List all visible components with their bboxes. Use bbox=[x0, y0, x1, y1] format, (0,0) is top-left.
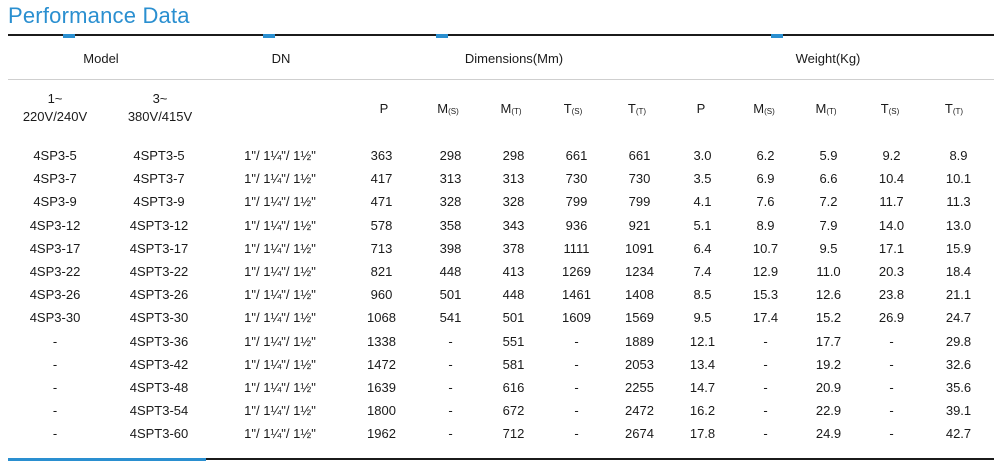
cell-dim-ts: 1609 bbox=[562, 310, 591, 326]
cell-model-1phase: 4SP3-12 bbox=[29, 217, 81, 233]
cell-model-3phase: 4SPT3-60 bbox=[129, 426, 189, 442]
cell-dim-ms: 328 bbox=[439, 194, 462, 210]
cell-wt-ms: 15.3 bbox=[752, 287, 779, 303]
cell-dn: 1"/ 1¼"/ 1½" bbox=[244, 264, 316, 280]
cell-wt-ms: 6.9 bbox=[756, 171, 775, 187]
table-row bbox=[8, 167, 994, 190]
cell-dim-ms: 501 bbox=[439, 287, 462, 303]
cell-dim-p: 363 bbox=[370, 148, 393, 164]
cell-wt-ts: 23.8 bbox=[878, 287, 905, 303]
cell-wt-p: 5.1 bbox=[693, 217, 712, 233]
top-rule bbox=[8, 34, 994, 36]
cell-model-1phase: - bbox=[52, 426, 58, 442]
cell-wt-ms: 12.9 bbox=[752, 264, 779, 280]
cell-wt-tt: 39.1 bbox=[945, 403, 972, 419]
cell-dim-ts: - bbox=[574, 333, 579, 349]
cell-dim-mt: 328 bbox=[502, 194, 525, 210]
cell-wt-ts: - bbox=[889, 379, 894, 395]
header-wt-mt: $M_{(T)}$ bbox=[815, 101, 837, 116]
header-wt-p: P bbox=[696, 101, 706, 116]
cell-dim-mt: 581 bbox=[502, 356, 525, 372]
table-row bbox=[8, 422, 994, 445]
cell-wt-p: 8.5 bbox=[693, 287, 712, 303]
cell-model-3phase: 4SPT3-22 bbox=[129, 264, 189, 280]
cell-dim-tt: 1889 bbox=[625, 333, 654, 349]
cell-dim-ts: 799 bbox=[565, 194, 588, 210]
header-single-phase-top: 1~ bbox=[47, 91, 63, 106]
cell-wt-mt: 5.9 bbox=[819, 148, 838, 164]
cell-dn: 1"/ 1¼"/ 1½" bbox=[244, 171, 316, 187]
cell-dim-mt: 378 bbox=[502, 240, 525, 256]
cell-wt-ms: 6.2 bbox=[756, 148, 775, 164]
cell-wt-p: 9.5 bbox=[693, 310, 712, 326]
cell-model-3phase: 4SPT3-30 bbox=[129, 310, 189, 326]
cell-wt-tt: 11.3 bbox=[946, 194, 971, 210]
header-single-phase bbox=[23, 90, 87, 126]
cell-model-1phase: - bbox=[52, 403, 58, 419]
cell-dn: 1"/ 1¼"/ 1½" bbox=[244, 310, 316, 326]
cell-dim-ts: 1461 bbox=[562, 287, 591, 303]
cell-dim-p: 1639 bbox=[367, 379, 396, 395]
cell-wt-ms: - bbox=[763, 426, 768, 442]
cell-dim-mt: 712 bbox=[502, 426, 525, 442]
cell-dim-ms: - bbox=[448, 403, 453, 419]
cell-dn: 1"/ 1¼"/ 1½" bbox=[244, 333, 316, 349]
cell-dim-p: 417 bbox=[370, 171, 393, 187]
cell-wt-ms: 8.9 bbox=[756, 217, 775, 233]
table-body bbox=[8, 144, 994, 445]
cell-dim-p: 1962 bbox=[367, 426, 396, 442]
cell-model-3phase: 4SPT3-26 bbox=[129, 287, 189, 303]
cell-dim-ms: - bbox=[448, 356, 453, 372]
cell-wt-mt: 19.2 bbox=[815, 356, 842, 372]
cell-dim-tt: 1091 bbox=[625, 240, 654, 256]
cell-model-3phase: 4SPT3-17 bbox=[129, 240, 189, 256]
cell-model-1phase: - bbox=[52, 379, 58, 395]
cell-wt-ts: - bbox=[889, 403, 894, 419]
cell-dim-mt: 298 bbox=[502, 148, 525, 164]
header-model: Model bbox=[83, 51, 119, 66]
table-row bbox=[8, 214, 994, 237]
cell-dn: 1"/ 1¼"/ 1½" bbox=[244, 403, 316, 419]
cell-model-3phase: 4SPT3-9 bbox=[133, 194, 185, 210]
cell-model-1phase: 4SP3-5 bbox=[33, 148, 77, 164]
cell-dim-ms: 541 bbox=[439, 310, 462, 326]
cell-dim-mt: 501 bbox=[502, 310, 525, 326]
cell-dim-ts: - bbox=[574, 356, 579, 372]
header-wt-ms: $M_{(S)}$ bbox=[753, 101, 775, 116]
table-row bbox=[8, 190, 994, 213]
cell-dim-mt: 616 bbox=[502, 379, 525, 395]
cell-dim-p: 1068 bbox=[367, 310, 396, 326]
header-wt-ts: $T_{(S)}$ bbox=[880, 101, 900, 116]
page-title: Performance Data bbox=[8, 3, 190, 28]
table-row bbox=[8, 376, 994, 399]
cell-wt-ts: - bbox=[889, 356, 894, 372]
table-row bbox=[8, 306, 994, 329]
cell-dim-ts: 1269 bbox=[562, 264, 591, 280]
cell-dim-p: 960 bbox=[370, 287, 393, 303]
cell-model-1phase: 4SP3-9 bbox=[33, 194, 77, 210]
cell-dim-ms: 313 bbox=[439, 171, 462, 187]
table-row bbox=[8, 330, 994, 353]
cell-model-1phase: 4SP3-22 bbox=[29, 264, 81, 280]
cell-model-1phase: 4SP3-7 bbox=[33, 171, 77, 187]
cell-dim-ts: 1111 bbox=[563, 240, 590, 256]
cell-dim-p: 578 bbox=[370, 217, 393, 233]
cell-wt-tt: 42.7 bbox=[945, 426, 972, 442]
cell-model-1phase: 4SP3-17 bbox=[29, 240, 81, 256]
cell-wt-ts: 20.3 bbox=[878, 264, 905, 280]
bottom-rule-accent bbox=[8, 458, 206, 461]
performance-table bbox=[8, 144, 994, 445]
cell-wt-ms: - bbox=[763, 379, 768, 395]
cell-wt-mt: 12.6 bbox=[815, 287, 842, 303]
cell-wt-ts: - bbox=[889, 426, 894, 442]
cell-wt-ts: 17.1 bbox=[878, 240, 905, 256]
cell-dim-mt: 551 bbox=[502, 333, 525, 349]
cell-wt-ts: - bbox=[889, 333, 894, 349]
cell-dim-ts: 936 bbox=[565, 217, 588, 233]
cell-dim-ms: - bbox=[448, 333, 453, 349]
cell-dim-p: 471 bbox=[370, 194, 393, 210]
cell-dim-tt: 2053 bbox=[625, 356, 654, 372]
cell-wt-p: 3.0 bbox=[693, 148, 712, 164]
cell-wt-ms: - bbox=[763, 356, 768, 372]
cell-model-3phase: 4SPT3-7 bbox=[133, 171, 185, 187]
cell-wt-ts: 11.7 bbox=[879, 194, 904, 210]
cell-wt-ms: 10.7 bbox=[752, 240, 779, 256]
cell-dim-mt: 672 bbox=[502, 403, 525, 419]
cell-dim-ts: - bbox=[574, 403, 579, 419]
header-dimensions: Dimensions(Mm) bbox=[464, 51, 564, 66]
cell-wt-mt: 17.7 bbox=[815, 333, 842, 349]
cell-dim-mt: 448 bbox=[502, 287, 525, 303]
cell-wt-ms: 17.4 bbox=[752, 310, 779, 326]
table-row bbox=[8, 399, 994, 422]
cell-dim-ms: - bbox=[448, 379, 453, 395]
cell-wt-mt: 7.2 bbox=[819, 194, 838, 210]
cell-dn: 1"/ 1¼"/ 1½" bbox=[244, 356, 316, 372]
cell-model-1phase: - bbox=[52, 356, 58, 372]
cell-wt-p: 3.5 bbox=[693, 171, 712, 187]
cell-dim-ts: - bbox=[574, 379, 579, 395]
cell-wt-mt: 9.5 bbox=[819, 240, 838, 256]
header-weight: Weight(Kg) bbox=[795, 51, 861, 66]
cell-model-3phase: 4SPT3-48 bbox=[129, 379, 189, 395]
cell-wt-ms: - bbox=[763, 403, 768, 419]
cell-wt-tt: 35.6 bbox=[945, 379, 972, 395]
table-row bbox=[8, 237, 994, 260]
cell-dn: 1"/ 1¼"/ 1½" bbox=[244, 240, 316, 256]
header-dn: DN bbox=[271, 51, 291, 66]
cell-wt-tt: 18.4 bbox=[945, 264, 972, 280]
cell-wt-ts: 10.4 bbox=[878, 171, 905, 187]
cell-wt-p: 16.2 bbox=[689, 403, 716, 419]
cell-dim-ts: 661 bbox=[565, 148, 588, 164]
cell-dim-ts: - bbox=[574, 426, 579, 442]
cell-wt-ms: 7.6 bbox=[756, 194, 775, 210]
cell-dim-mt: 343 bbox=[502, 217, 525, 233]
cell-wt-ts: 14.0 bbox=[878, 217, 905, 233]
cell-wt-p: 4.1 bbox=[693, 194, 712, 210]
cell-dim-tt: 1569 bbox=[625, 310, 654, 326]
cell-dim-tt: 730 bbox=[628, 171, 651, 187]
cell-wt-mt: 15.2 bbox=[815, 310, 842, 326]
cell-wt-tt: 13.0 bbox=[945, 217, 972, 233]
cell-dim-p: 821 bbox=[370, 264, 393, 280]
cell-dim-ms: 448 bbox=[439, 264, 462, 280]
header-wt-tt: $T_{(T)}$ bbox=[944, 101, 964, 116]
cell-wt-tt: 29.8 bbox=[945, 333, 972, 349]
group-header-row bbox=[8, 37, 994, 80]
cell-dim-tt: 1234 bbox=[625, 264, 654, 280]
column-header-row bbox=[8, 80, 994, 142]
cell-dim-p: 1800 bbox=[367, 403, 396, 419]
cell-model-1phase: 4SP3-30 bbox=[29, 310, 81, 326]
header-single-phase-voltage: 220V/240V bbox=[22, 109, 88, 124]
cell-wt-tt: 21.1 bbox=[945, 287, 972, 303]
cell-wt-p: 6.4 bbox=[693, 240, 712, 256]
cell-dim-tt: 2255 bbox=[625, 379, 654, 395]
cell-wt-p: 14.7 bbox=[689, 379, 716, 395]
cell-dn: 1"/ 1¼"/ 1½" bbox=[244, 379, 316, 395]
cell-wt-p: 17.8 bbox=[689, 426, 716, 442]
table-row bbox=[8, 260, 994, 283]
cell-wt-ms: - bbox=[763, 333, 768, 349]
cell-model-3phase: 4SPT3-5 bbox=[133, 148, 185, 164]
cell-dim-ms: - bbox=[448, 426, 453, 442]
cell-wt-mt: 7.9 bbox=[819, 217, 838, 233]
cell-dim-mt: 313 bbox=[502, 171, 525, 187]
cell-dim-mt: 413 bbox=[502, 264, 525, 280]
cell-dim-tt: 799 bbox=[628, 194, 651, 210]
cell-model-3phase: 4SPT3-12 bbox=[129, 217, 189, 233]
header-three-phase-top: 3~ bbox=[152, 91, 168, 106]
cell-model-1phase: 4SP3-26 bbox=[29, 287, 81, 303]
cell-wt-tt: 24.7 bbox=[945, 310, 972, 326]
cell-dim-ms: 398 bbox=[439, 240, 462, 256]
cell-model-3phase: 4SPT3-42 bbox=[129, 356, 189, 372]
cell-dim-tt: 2472 bbox=[625, 403, 654, 419]
cell-dim-tt: 1408 bbox=[625, 287, 654, 303]
cell-dn: 1"/ 1¼"/ 1½" bbox=[244, 426, 316, 442]
cell-dn: 1"/ 1¼"/ 1½" bbox=[244, 194, 316, 210]
cell-wt-tt: 8.9 bbox=[949, 148, 968, 164]
cell-wt-p: 13.4 bbox=[689, 356, 716, 372]
cell-dim-tt: 921 bbox=[628, 217, 651, 233]
header-dim-ts: $T_{(S)}$ bbox=[563, 101, 583, 116]
cell-wt-mt: 11.0 bbox=[816, 264, 841, 280]
bottom-rule bbox=[8, 458, 994, 460]
header-dim-ms: $M_{(S)}$ bbox=[437, 101, 459, 116]
table-row bbox=[8, 144, 994, 167]
cell-dim-ms: 298 bbox=[439, 148, 462, 164]
header-dim-mt: $M_{(T)}$ bbox=[500, 101, 522, 116]
cell-dim-ts: 730 bbox=[565, 171, 588, 187]
cell-dn: 1"/ 1¼"/ 1½" bbox=[244, 287, 316, 303]
cell-wt-tt: 15.9 bbox=[945, 240, 972, 256]
cell-model-3phase: 4SPT3-36 bbox=[129, 333, 189, 349]
header-dim-tt: $T_{(T)}$ bbox=[627, 101, 647, 116]
cell-model-1phase: - bbox=[52, 333, 58, 349]
header-three-phase-voltage: 380V/415V bbox=[127, 109, 193, 124]
table-row bbox=[8, 353, 994, 376]
header-dim-p: P bbox=[379, 101, 389, 116]
cell-wt-ts: 9.2 bbox=[882, 148, 901, 164]
cell-wt-mt: 22.9 bbox=[815, 403, 842, 419]
cell-dn: 1"/ 1¼"/ 1½" bbox=[244, 217, 316, 233]
cell-model-3phase: 4SPT3-54 bbox=[129, 403, 189, 419]
cell-dim-p: 1338 bbox=[367, 333, 396, 349]
header-three-phase bbox=[128, 90, 192, 126]
cell-wt-p: 12.1 bbox=[689, 333, 716, 349]
cell-dn: 1"/ 1¼"/ 1½" bbox=[244, 148, 316, 164]
cell-dim-p: 1472 bbox=[367, 356, 396, 372]
cell-dim-tt: 661 bbox=[628, 148, 651, 164]
cell-wt-p: 7.4 bbox=[693, 264, 712, 280]
cell-dim-tt: 2674 bbox=[625, 426, 654, 442]
cell-dim-p: 713 bbox=[370, 240, 393, 256]
table-row bbox=[8, 283, 994, 306]
cell-wt-tt: 10.1 bbox=[945, 171, 972, 187]
cell-wt-ts: 26.9 bbox=[878, 310, 905, 326]
cell-wt-mt: 6.6 bbox=[819, 171, 838, 187]
cell-wt-mt: 20.9 bbox=[815, 379, 842, 395]
cell-dim-ms: 358 bbox=[439, 217, 462, 233]
cell-wt-tt: 32.6 bbox=[945, 356, 972, 372]
cell-wt-mt: 24.9 bbox=[815, 426, 842, 442]
